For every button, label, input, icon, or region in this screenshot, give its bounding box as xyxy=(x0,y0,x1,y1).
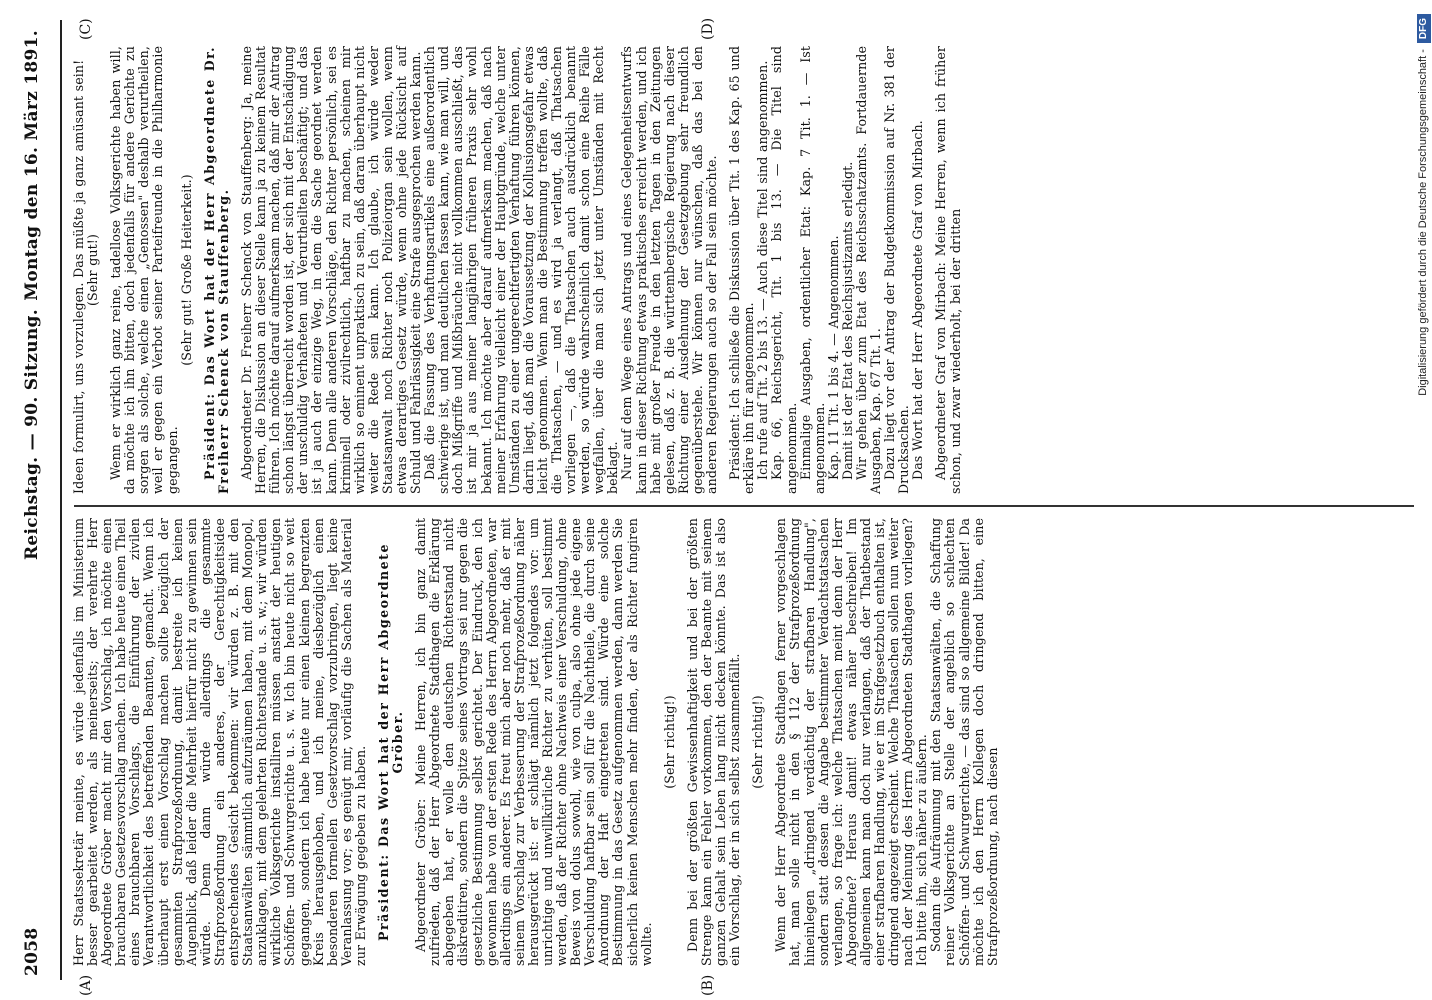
paragraph: Abgeordneter Dr. Freiherr Schenck von Stauffenberg: Ja, meine Herren, die Diskussion an dieser Stelle kann ja zu keinem Resultat führen. Ich möchte darauf aufmerksam machen, daß mir der Antrag schon längst überreicht worden ist, der sich mit der Entschädigung der unschuldig Verhafteten und Verurtheilten beschäftigt; und das ist ja auch der einzige Weg, in dem die Sache geordnet werden kann. Denn alle anderen Vorschläge, den Richter persönlich, sei es kriminell oder zivilrechtlich, haftbar zu machen, scheinen mir wirklich so eminent unpraktisch zu sein, daß daran überhaupt nicht weiter die Rede sein kann. Ich glaube, ich würde weder Staatsanwalt noch Richter noch Polizeiorgan sein wollen, wenn etwas derartiges Gesetz würde, wenn ohne jede Rücksicht auf Schuld und Fahrlässigkeit eine Strafe ausgesprochen werden kann. xyxy=(238,46,424,494)
digitization-credit xyxy=(1412,14,1432,994)
paragraph: Ideen formulirt, uns vorzulegen. Das müßte ja ganz amüsant sein! xyxy=(71,59,86,494)
paragraph: Kap. 11 Tit. 1 bis 4. — Angenommen. xyxy=(825,235,841,480)
president-remark: Präsident: Das Wort hat der Herr Abgeordnete Gröber. xyxy=(375,542,406,942)
paragraph: Nur auf dem Wege eines Antrags und eines Gelegenheitsentwurfs kann in dieser Richtung etwas praktisches erreicht werden, und ich habe mit großer Freude in den letzten Tagen in den Zeitungen gelesen, daß z. B. die württembergische Regierung nach dieser Richtung einer Ausdehnung der Gesetzgebung sehr freundlich gegenüberstehe. Wir können nur wünschen, daß das bei den anderen Regierungen auch so der Fall sein möchte. xyxy=(619,46,720,494)
margin-letter-b: (B) xyxy=(700,974,716,996)
paragraph: Einmalige Ausgaben, ordentlicher Etat: Kap. 7 Tit. 1. — Ist angenommen. xyxy=(797,46,827,494)
paragraph: Wenn der Herr Abgeordnete Stadthagen ferner vorgeschlagen hat, man solle nicht in den § 112 der Strafprozeßordnung hineinlegen „dringend verdächtig der strafbaren Handlung", sondern statt dessen die Angabe bestimmter Verdachtstatsachen verlangen, so frage ich: welche Thatsachen meint denn der Herr Abgeordnete? Heraus damit! etwas näher beschreiben! Im allgemeinen kann man doch nur verlangen, daß der Thatbestand einer strafbaren Handlung, wie er im Strafgesetzbuch enthalten ist, dringend angezeigt erscheint. Welche Thatsachen sollen nun weiter nach der Meinung des Herrn Abgeordneten Stadthagen vorliegen? Ich bitte ihn, sich näher zu äußern. xyxy=(773,518,930,966)
header-left-title: Reichstag. — 90. Sitzung. xyxy=(22,309,42,560)
paragraph: Kap. 66, Reichsgericht, Tit. 1 bis 13. — Die Titel sind angenommen. xyxy=(769,46,799,494)
paragraph: Damit ist der Etat des Reichsjustizamts erledigt. xyxy=(839,161,855,480)
paragraph: Daß die Fassung des Verhaftungsartikels eine außerordentlich schwierige ist, und man deutlichen fassen kann, wie man will, und doch Mißgriffe und Mißbräuche nicht vollkommen ausschließt, das ist mir ja aus meiner langjährigen früheren Praxis sehr wohl bekannt. Ich möchte aber darauf aufmerksam machen, daß nach meiner Erfahrung vielleicht einer der Hauptgründe, welche unter Umständen zu einer ungerechtfertigten Verhaftung führen können, darin liegt, daß man die Voraussetzung der Kollusionsgefahr etwas leicht genommen. Wenn man die Bestimmung treffen wollte, daß die Thatsachen, — und es wird ja verlangt, daß Thatsachen vorliegen —, daß die Thatsachen auch ausdrücklich benannt werden, so würde wahrscheinlich damit schon eine Reihe Fälle wegfallen, über die man sich jetzt unter Umständen mit Recht beklagt. xyxy=(422,46,621,494)
interjection: (Sehr richtig!) xyxy=(750,695,766,789)
margin-letter-c: (C) xyxy=(78,18,94,40)
paragraph: Abgeordneter Graf von Mirbach: Meine Herren, wenn ich früher schon, und zwar wiederholt, bei der dritten xyxy=(933,46,963,494)
text-column-left xyxy=(72,518,1000,966)
credit-text: Digitalisierung gefördert durch die Deutsche Forschungsgemeinschaft - xyxy=(1417,49,1429,396)
header-right-title: Montag den 16. März 1891. xyxy=(22,30,42,301)
paragraph: Das Wort hat der Herr Abgeordnete Graf von Mirbach. xyxy=(910,120,926,480)
dfg-logo: DFG xyxy=(1417,14,1431,43)
page-number: 2058 xyxy=(22,927,42,976)
paragraph: Herr Staatssekretär meinte, es würde jedenfalls im Ministerium besser gearbeitet werden, als meinerseits; der verehrte Herr Abgeordnete Gröber macht mir den Vorschlag, ich möchte einen brauchbaren Gesetzesvorschlag machen. Ich habe heute einen Theil eines brauchbaren Vorschlags, die Einführung der zivilen Verantwortlichkeit des betreffenden Beamten, gemacht. Wenn ich überhaupt erst einen Vorschlag machen sollte bezüglich der gesammten Strafprozeßordnung, damit bestreite ich keinen Augenblick, daß leider die Mehrheit hierfür nicht zu gewinnen sein würde. Denn dann würde allerdings die gesammte Strafprozeßordnung ein anderes, der Gerechtigkeitsidee entsprechendes Gesicht bekommen: wir würden z. B. mit den Staatsanwälten sämmtlich aufzuräumen haben, mit dem Monopol, anzuklagen, mit dem gelehrten Richterstande u. s. w.; wir würden wirkliche Volksgerichte installiren müssen anstatt der heutigen Schöffen- und Schwurgerichte u. s. w. Ich bin heute nicht so weit gegangen, sondern ich habe heute nur einen kleinen begrenzten Kreis herausgehoben, und ich meine, diesbezüglich einen besonderen formellen Gesetzvorschlag vorzubringen, liegt keine Veranlassung vor; es genügt mir, vorläufig die Sachen als Material zur Erwägung gegeben zu haben. xyxy=(71,518,368,966)
paragraph: Denn bei der größten Gewissenhaftigkeit und bei der größten Strenge kann ein Fehler vorkommen, den der Beamte mit seinem ganzen Gehalt sein Leben lang nicht decken könnte. Das ist also ein Vorschlag, der in sich selbst zusammenfällt. xyxy=(684,518,743,966)
paragraph: Abgeordneter Gröber: Meine Herren, ich bin ganz damit zufrieden, daß der Herr Abgeordnete Stadthagen die Erklärung abgegeben hat, er wolle den deutschen Richterstand nicht diskreditiren, sondern die Spitze seines Vortrags sei nur gegen die gesetzliche Bestimmung selbst gerichtet. Der Eindruck, den ich gewonnen habe von der ersten Rede des Herrn Abgeordneten, war allerdings ein anderer. Es freut mich aber noch mehr, daß er mit seinem Vorschlag zur Verbesserung der Strafprozeßordnung näher herausgerückt ist: er schlägt nämlich jetzt folgendes vor: um unrichtige und unwillkürliche Richter zu verhüten, soll bestimmt werden, daß der Richter ohne Nachweis einer Verschuldung, ohne Beweis von dolus sowohl, wie von culpa, also ohne jede eigene Verschuldung haftbar sein soll für die Nachtheile, die durch seine Anordnung der Haft eingetreten sind. Würde eine solche Bestimmung in das Gesetz aufgenommen werden, dann werden Sie sicherlich keinen Menschen mehr finden, der als Richter fungiren wollte. xyxy=(413,518,654,966)
interjection: (Sehr gut! Große Heiterkeit.) xyxy=(178,174,194,366)
paragraph: Wir gehen über zum Etat des Reichsschatzamts. Fortdauernde Ausgaben, Kap. 67 Tit. 1. xyxy=(853,46,884,494)
margin-letter-d: (D) xyxy=(700,17,716,40)
paragraph: Ich rufe auf Tit. 2 bis 13. — Auch diese Titel sind angenommen. xyxy=(755,60,771,480)
column-divider xyxy=(74,506,1414,508)
paragraph: Wenn er wirklich ganz reine, tadellose Volksgerichte haben will, da möchte ich ihn bitten, doch jedenfalls für andere Gerichte zu sorgen als solche, welche einen „Genossen" deshalb verurtheilen, weil er gegen ein Verbot seiner Parteifreunde in die Philharmonie gegangen. xyxy=(108,46,180,494)
president-remark: Präsident: Ich schließe die Diskussion über Tit. 1 des Kap. 65 und erkläre ihn für angenommen. xyxy=(727,46,757,494)
margin-letter-a: (A) xyxy=(78,974,94,996)
interjection: (Sehr richtig!) xyxy=(661,695,677,789)
interjection: (Sehr gut!) xyxy=(85,234,101,306)
text-column-right xyxy=(72,46,963,494)
paragraph: Dazu liegt vor der Antrag der Budgetkommission auf Nr. 381 der Drucksachen. xyxy=(882,46,912,494)
paragraph: Sodann die Aufräumung mit den Staatsanwälten, die Schaffung reiner Volksgerichte an Stelle der angeblich so schlechten Schöffen- und Schwurgerichte, — das sind so allgemeine Bilder! Da möchte ich den Herrn Kollegen doch dringend bitten, eine Strafprozeßordnung, nach diesen xyxy=(928,518,1000,966)
header-rule xyxy=(60,20,62,980)
president-remark: Präsident: Das Wort hat der Herr Abgeordnete Dr. Freiherr Schenck von Stauffenberg. xyxy=(201,46,231,494)
